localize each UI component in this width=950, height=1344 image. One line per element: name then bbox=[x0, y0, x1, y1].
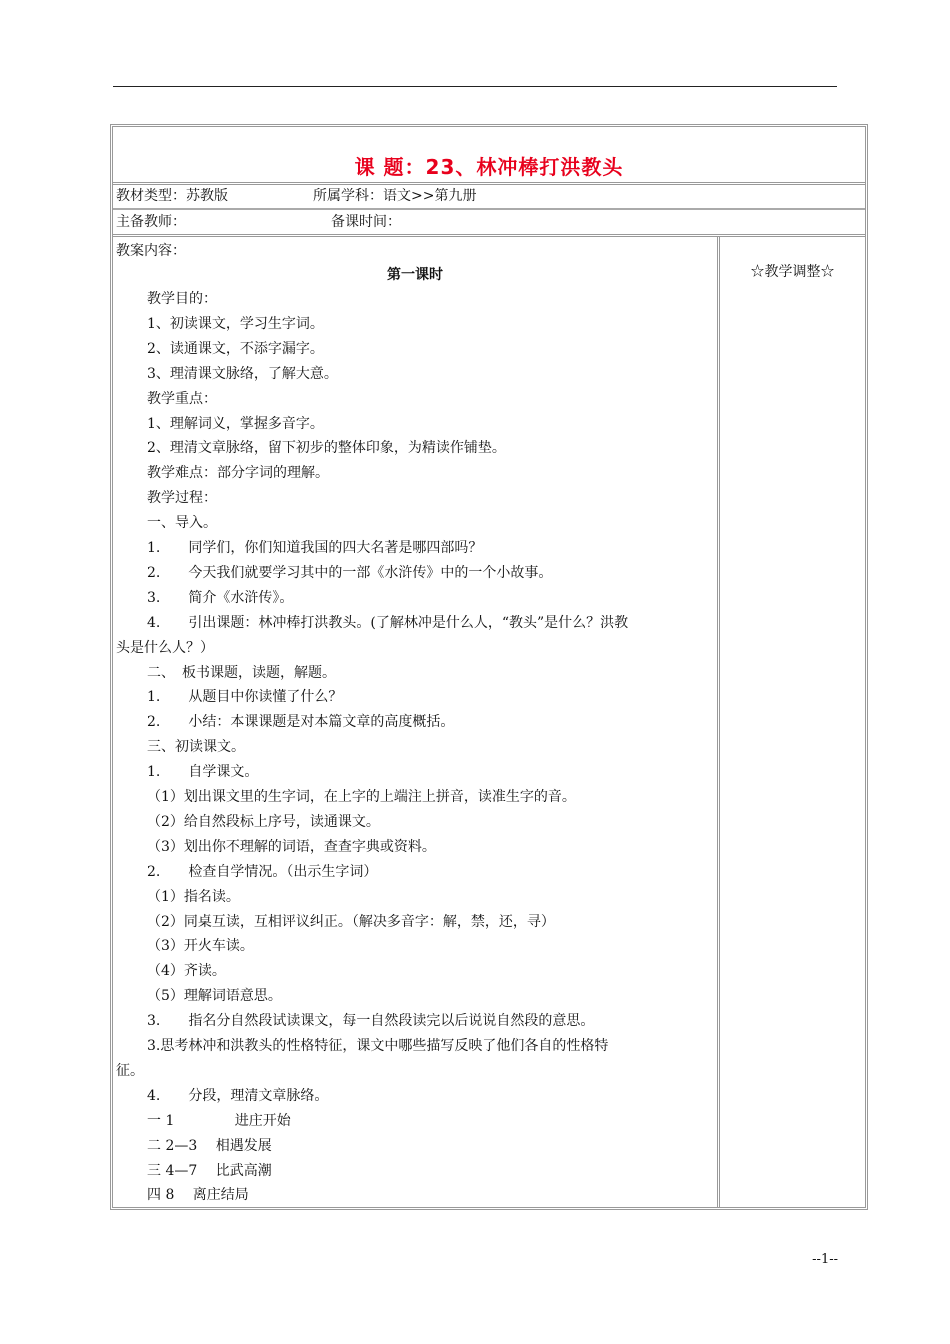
body-line: 头是什么人？） bbox=[116, 639, 214, 656]
teacher: 主备教师： bbox=[116, 214, 186, 230]
page-number: --1-- bbox=[812, 1252, 838, 1267]
body-line: 二、 板书课题，读题，解题。 bbox=[147, 664, 336, 681]
body-line: （3）开火车读。 bbox=[147, 938, 254, 955]
adjustment-heading: ☆教学调整☆ bbox=[750, 264, 835, 280]
body-line: （4）齐读。 bbox=[147, 963, 226, 980]
content-label: 教案内容： bbox=[116, 243, 186, 259]
body-line: 2. 今天我们就要学习其中的一部《水浒传》中的一个小故事。 bbox=[147, 564, 553, 581]
body-line: 4. 引出课题：林冲棒打洪教头。(了解林冲是什么人，“教头”是什么？洪教 bbox=[147, 614, 629, 631]
subject: 所属学科：语文>>第九册 bbox=[313, 188, 477, 204]
body-line: 三、初读课文。 bbox=[147, 739, 245, 756]
body-line: （5）理解词语意思。 bbox=[147, 988, 282, 1005]
body-line: （3）划出你不理解的词语，查查字典或资料。 bbox=[147, 838, 436, 855]
body-line: 一、导入。 bbox=[147, 515, 217, 532]
adjustment-column bbox=[720, 237, 865, 1207]
body-line: 3、理清课文脉络，了解大意。 bbox=[147, 365, 338, 382]
body-line: 教学难点：部分字词的理解。 bbox=[147, 465, 329, 482]
body-line: 2、理清文章脉络，留下初步的整体印象，为精读作铺垫。 bbox=[147, 440, 506, 457]
body-line: 一 1 进庄开始 bbox=[147, 1112, 291, 1129]
body-line: （2）同桌互读，互相评议纠正。（解决多音字：解，禁，还，寻） bbox=[147, 913, 555, 930]
header-rule bbox=[113, 86, 837, 87]
body-line: 教学过程： bbox=[147, 490, 217, 507]
body-line: 二 2—3 相遇发展 bbox=[147, 1137, 272, 1154]
meta-row-teacher bbox=[113, 210, 865, 237]
body-line: 教学重点： bbox=[147, 390, 217, 407]
lesson-heading: 第一课时 bbox=[387, 267, 443, 283]
body-line: 1. 同学们，你们知道我国的四大名著是哪四部吗？ bbox=[147, 540, 483, 556]
body-line: 2、读通课文，不添字漏字。 bbox=[147, 340, 324, 357]
body-line: 征。 bbox=[116, 1062, 144, 1079]
textbook-type: 教材类型：苏教版 bbox=[116, 188, 228, 204]
body-line: 4. 分段，理清文章脉络。 bbox=[147, 1087, 329, 1104]
content-column bbox=[113, 237, 720, 1207]
body-line: 四 8 离庄结局 bbox=[147, 1187, 249, 1204]
body-line: 2. 检查自学情况。（出示生字词） bbox=[147, 863, 378, 880]
title-row bbox=[113, 127, 865, 185]
body-line: 教学目的： bbox=[147, 291, 217, 307]
body-line: 3.思考林冲和洪教头的性格特征，课文中哪些描写反映了他们各自的性格特 bbox=[147, 1038, 609, 1054]
body-line: 3. 简介《水浒传》。 bbox=[147, 589, 294, 606]
prep-time: 备课时间： bbox=[331, 214, 401, 230]
body-line: 1、初读课文，学习生字词。 bbox=[147, 315, 324, 332]
body-line: 2. 小结：本课课题是对本篇文章的高度概括。 bbox=[147, 714, 455, 731]
body-line: （1）划出课文里的生字词，在上字的上端注上拼音，读准生字的音。 bbox=[147, 789, 576, 805]
meta-row-textbook bbox=[113, 184, 865, 210]
body-line: 1、理解词义，掌握多音字。 bbox=[147, 415, 324, 432]
body-line: 三 4—7 比武高潮 bbox=[147, 1162, 272, 1179]
body-line: （1）指名读。 bbox=[147, 888, 240, 905]
lesson-plan-table bbox=[110, 124, 868, 1210]
lesson-title: 课 题：23、林冲棒打洪教头 bbox=[354, 155, 624, 179]
body-line: 1. 自学课文。 bbox=[147, 764, 259, 781]
body-line: 1. 从题目中你读懂了什么？ bbox=[147, 689, 343, 706]
body-line: （2）给自然段标上序号，读通课文。 bbox=[147, 813, 380, 830]
body-line: 3. 指名分自然段试读课文，每一自然段读完以后说说自然段的意思。 bbox=[147, 1013, 595, 1030]
